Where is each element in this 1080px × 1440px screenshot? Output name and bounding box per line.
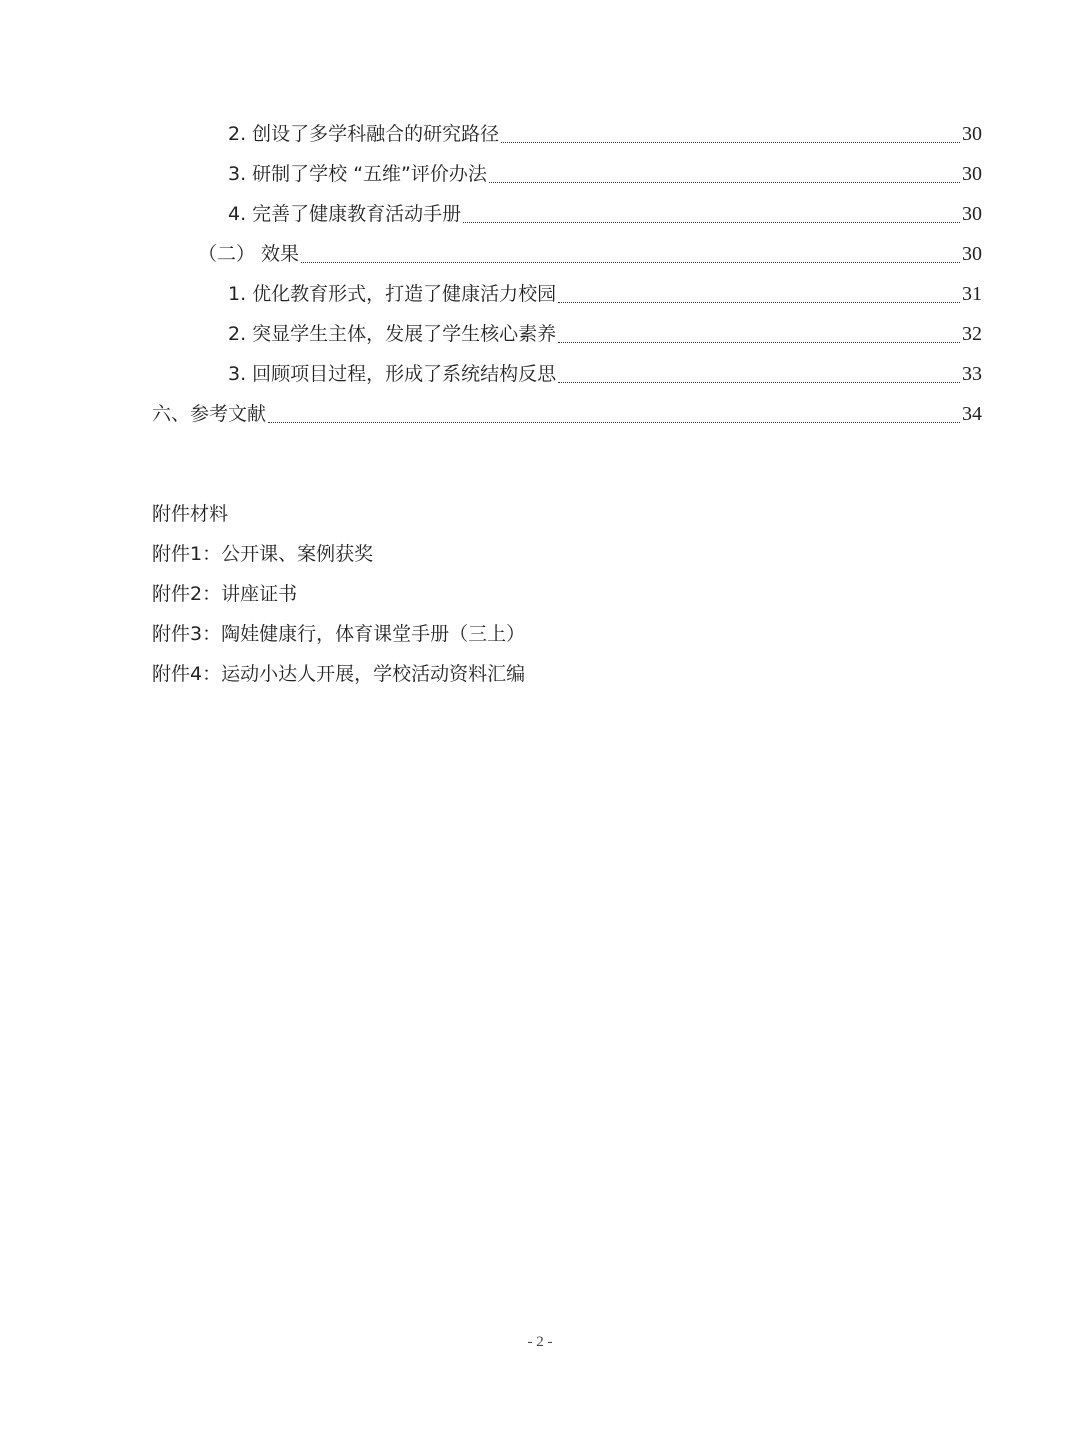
toc-dot-leader xyxy=(558,382,960,383)
toc-entry-page: 31 xyxy=(962,283,982,305)
toc-dot-leader xyxy=(489,182,960,183)
toc-entry-page: 33 xyxy=(962,363,982,385)
toc-entry xyxy=(152,274,982,314)
toc-entry-page: 32 xyxy=(962,323,982,345)
toc-entry-label: 六、参考文献 xyxy=(152,403,267,425)
toc-entry-label: 4. 完善了健康教育活动手册 xyxy=(228,203,462,225)
toc-entry-label: 2. 创设了多学科融合的研究路径 xyxy=(228,123,500,145)
toc-entry xyxy=(152,154,982,194)
attachment-item: 附件3：陶娃健康行，体育课堂手册（三上） xyxy=(152,623,526,645)
toc-entry-label: 3. 回顾项目过程，形成了系统结构反思 xyxy=(228,363,557,385)
toc-entry xyxy=(152,314,982,354)
toc-dot-leader xyxy=(501,142,960,143)
toc-entry-label: 1. 优化教育形式，打造了健康活力校园 xyxy=(228,283,557,305)
page-number: - 2 - xyxy=(527,1334,553,1350)
toc-dot-leader xyxy=(558,342,960,343)
toc-dot-leader xyxy=(558,302,960,303)
toc-entry-page: 30 xyxy=(962,163,982,185)
toc-entry-label: 2. 突显学生主体，发展了学生核心素养 xyxy=(228,323,557,345)
toc-entry-page: 34 xyxy=(962,403,982,425)
attachment-item: 附件4：运动小达人开展，学校活动资料汇编 xyxy=(152,663,526,685)
toc-entry-label: （二） 效果 xyxy=(198,243,300,265)
attachments-section xyxy=(152,494,752,694)
toc-entry xyxy=(152,234,982,274)
toc-entry xyxy=(152,354,982,394)
attachments-heading: 附件材料 xyxy=(152,503,229,525)
toc-entry xyxy=(152,194,982,234)
toc-entry-page: 30 xyxy=(962,123,982,145)
toc-dot-leader xyxy=(463,222,960,223)
attachment-item: 附件2：讲座证书 xyxy=(152,583,298,605)
table-of-contents xyxy=(152,114,982,434)
toc-entry-page: 30 xyxy=(962,243,982,265)
attachment-item: 附件1：公开课、案例获奖 xyxy=(152,543,374,565)
toc-dot-leader xyxy=(268,422,960,423)
toc-entry xyxy=(152,114,982,154)
toc-dot-leader xyxy=(301,262,960,263)
toc-entry xyxy=(152,394,982,434)
toc-entry-label: 3. 研制了学校 “五维”评价办法 xyxy=(228,163,487,185)
toc-entry-page: 30 xyxy=(962,203,982,225)
